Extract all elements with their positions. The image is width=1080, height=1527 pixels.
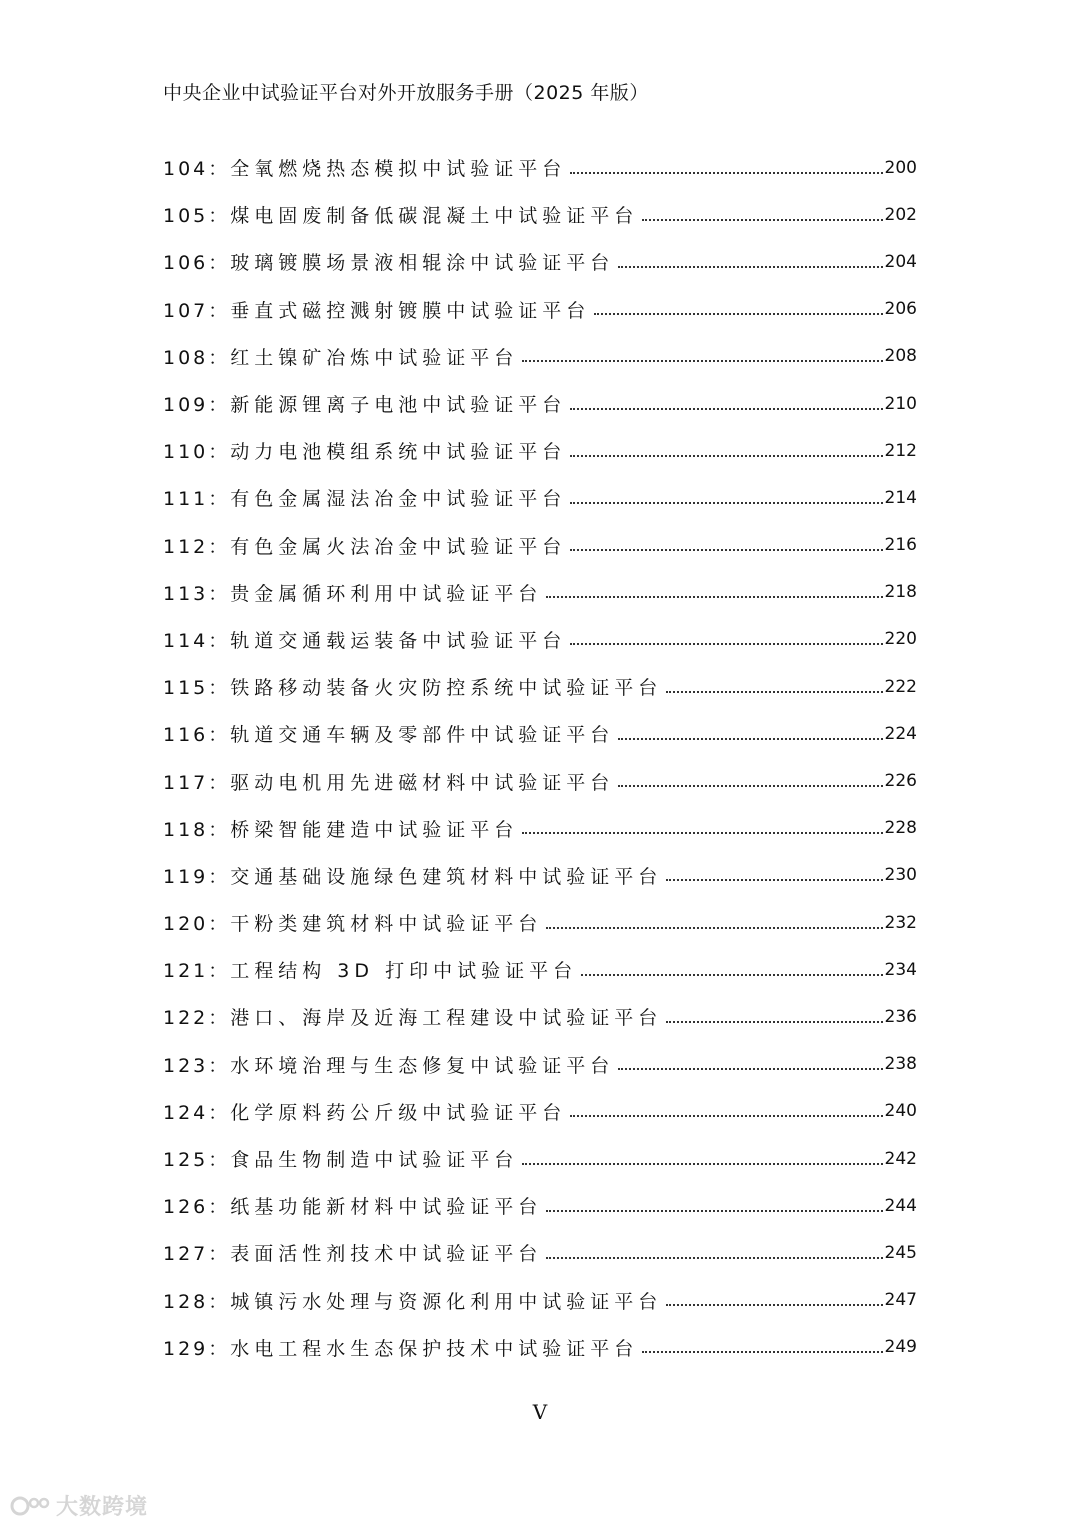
toc-entry[interactable] (163, 427, 917, 474)
toc-entry-title: 新能源锂离子电池中试验证平台 (230, 394, 567, 417)
toc-dot-leader (570, 1115, 882, 1117)
toc-entry[interactable] (163, 569, 917, 616)
toc-entry-number: 123： (163, 1054, 231, 1077)
toc-dot-leader (581, 974, 882, 976)
toc-entry-title: 驱动电机用先进磁材料中试验证平台 (230, 771, 615, 794)
watermark (10, 1490, 148, 1521)
toc-entry-number: 108： (163, 346, 231, 369)
toc-entry[interactable] (163, 1041, 917, 1088)
toc-dot-leader (618, 738, 882, 740)
toc-entry-title: 玻璃镀膜场景液相辊涂中试验证平台 (230, 252, 615, 275)
toc-dot-leader (666, 879, 882, 881)
toc-entry-title: 水环境治理与生态修复中试验证平台 (230, 1054, 615, 1077)
toc-dot-leader (666, 1021, 882, 1023)
toc-dot-leader (546, 927, 882, 929)
toc-entry-page: 220 (884, 629, 917, 650)
watermark-logo-icon (10, 1494, 52, 1518)
toc-entry[interactable] (163, 899, 917, 946)
toc-entry-number: 112： (163, 535, 231, 558)
toc-entry-number: 105： (163, 205, 231, 228)
toc-entry-number: 111： (163, 488, 231, 511)
toc-entry-page: 242 (884, 1148, 917, 1169)
toc-entry[interactable] (163, 333, 917, 380)
toc-entry-number: 120： (163, 913, 231, 936)
toc-dot-leader (618, 266, 882, 268)
toc-entry[interactable] (163, 993, 917, 1040)
toc-entry-page: 238 (884, 1054, 917, 1075)
page-number: V (532, 1400, 548, 1424)
toc-dot-leader (570, 643, 882, 645)
toc-dot-leader (570, 502, 882, 504)
toc-entry-title: 化学原料药公斤级中试验证平台 (230, 1101, 567, 1124)
toc-entry-title: 纸基功能新材料中试验证平台 (230, 1196, 543, 1219)
document-header: 中央企业中试验证平台对外开放服务手册（2025 年版） (163, 82, 649, 104)
toc-entry-title: 工程结构 3D 打印中试验证平台 (230, 960, 578, 983)
toc-entry-number: 113： (163, 582, 231, 605)
table-of-contents (163, 144, 917, 1371)
toc-dot-leader (570, 172, 882, 174)
toc-entry[interactable] (163, 616, 917, 663)
toc-entry-page: 216 (884, 535, 917, 556)
toc-entry-page: 226 (884, 771, 917, 792)
toc-entry[interactable] (163, 238, 917, 285)
toc-entry-title: 动力电池模组系统中试验证平台 (230, 441, 567, 464)
toc-entry[interactable] (163, 1324, 917, 1371)
toc-entry-number: 121： (163, 960, 231, 983)
toc-entry[interactable] (163, 474, 917, 521)
toc-entry-number: 125： (163, 1149, 231, 1172)
toc-entry-title: 港口、海岸及近海工程建设中试验证平台 (230, 1007, 663, 1030)
toc-entry-number: 128： (163, 1290, 231, 1313)
toc-dot-leader (618, 1068, 882, 1070)
toc-entry-page: 249 (884, 1337, 917, 1358)
toc-entry-number: 124： (163, 1101, 231, 1124)
toc-entry-number: 118： (163, 818, 231, 841)
watermark-text: 大数跨境 (56, 1495, 149, 1520)
toc-entry-title: 城镇污水处理与资源化利用中试验证平台 (230, 1290, 663, 1313)
toc-entry[interactable] (163, 663, 917, 710)
toc-entry[interactable] (163, 1229, 917, 1276)
toc-entry-title: 交通基础设施绿色建筑材料中试验证平台 (230, 865, 663, 888)
toc-entry-page: 214 (884, 487, 917, 508)
toc-entry[interactable] (163, 1182, 917, 1229)
toc-entry-page: 222 (884, 676, 917, 697)
toc-entry-page: 234 (884, 959, 917, 980)
toc-entry-title: 全氧燃烧热态模拟中试验证平台 (230, 158, 567, 181)
toc-entry-number: 119： (163, 865, 231, 888)
toc-entry[interactable] (163, 380, 917, 427)
toc-entry-number: 122： (163, 1007, 231, 1030)
toc-entry[interactable] (163, 191, 917, 238)
toc-dot-leader (570, 549, 882, 551)
toc-entry[interactable] (163, 757, 917, 804)
toc-entry-page: 245 (884, 1242, 917, 1263)
toc-entry-title: 有色金属火法冶金中试验证平台 (230, 535, 567, 558)
toc-dot-leader (594, 313, 882, 315)
toc-entry-title: 轨道交通车辆及零部件中试验证平台 (230, 724, 615, 747)
toc-entry-page: 232 (884, 912, 917, 933)
toc-dot-leader (522, 832, 882, 834)
toc-dot-leader (570, 408, 882, 410)
toc-entry-title: 有色金属湿法冶金中试验证平台 (230, 488, 567, 511)
toc-entry-page: 224 (884, 723, 917, 744)
toc-entry-page: 202 (884, 204, 917, 225)
toc-entry[interactable] (163, 852, 917, 899)
toc-entry-page: 208 (884, 346, 917, 367)
toc-entry-number: 107： (163, 299, 231, 322)
toc-dot-leader (642, 219, 882, 221)
toc-dot-leader (546, 1257, 882, 1259)
toc-entry[interactable] (163, 1277, 917, 1324)
toc-entry-number: 114： (163, 629, 231, 652)
toc-entry-title: 食品生物制造中试验证平台 (230, 1149, 519, 1172)
toc-entry[interactable] (163, 805, 917, 852)
toc-entry-page: 212 (884, 440, 917, 461)
toc-entry-number: 117： (163, 771, 231, 794)
toc-entry-page: 218 (884, 582, 917, 603)
toc-entry-title: 干粉类建筑材料中试验证平台 (230, 913, 543, 936)
toc-entry[interactable] (163, 946, 917, 993)
toc-entry-title: 红土镍矿冶炼中试验证平台 (230, 346, 519, 369)
toc-entry-number: 126： (163, 1196, 231, 1219)
toc-entry-page: 240 (884, 1101, 917, 1122)
toc-entry-page: 206 (884, 299, 917, 320)
toc-entry-title: 贵金属循环利用中试验证平台 (230, 582, 543, 605)
toc-entry-number: 106： (163, 252, 231, 275)
toc-entry-page: 236 (884, 1006, 917, 1027)
toc-entry-number: 127： (163, 1243, 231, 1266)
toc-dot-leader (666, 691, 882, 693)
toc-dot-leader (522, 360, 882, 362)
toc-entry-number: 116： (163, 724, 231, 747)
toc-entry-number: 129： (163, 1337, 231, 1360)
toc-dot-leader (642, 1351, 882, 1353)
toc-dot-leader (546, 596, 882, 598)
toc-entry-title: 煤电固废制备低碳混凝土中试验证平台 (230, 205, 639, 228)
toc-entry-number: 115： (163, 677, 231, 700)
toc-entry-page: 244 (884, 1195, 917, 1216)
toc-entry-number: 104： (163, 158, 231, 181)
toc-entry-title: 铁路移动装备火灾防控系统中试验证平台 (230, 677, 663, 700)
toc-dot-leader (666, 1304, 882, 1306)
toc-entry[interactable] (163, 1088, 917, 1135)
toc-entry-page: 204 (884, 251, 917, 272)
toc-entry-page: 200 (884, 157, 917, 178)
toc-entry[interactable] (163, 710, 917, 757)
toc-entry-title: 表面活性剂技术中试验证平台 (230, 1243, 543, 1266)
toc-entry-page: 247 (884, 1290, 917, 1311)
toc-entry[interactable] (163, 522, 917, 569)
toc-entry-page: 210 (884, 393, 917, 414)
toc-entry-number: 109： (163, 394, 231, 417)
toc-entry-title: 垂直式磁控溅射镀膜中试验证平台 (230, 299, 591, 322)
toc-entry-title: 水电工程水生态保护技术中试验证平台 (230, 1337, 639, 1360)
toc-entry-page: 228 (884, 818, 917, 839)
toc-entry-number: 110： (163, 441, 231, 464)
toc-entry[interactable] (163, 1135, 917, 1182)
toc-dot-leader (618, 785, 882, 787)
toc-entry-title: 桥梁智能建造中试验证平台 (230, 818, 519, 841)
toc-entry[interactable] (163, 144, 917, 191)
toc-dot-leader (570, 455, 882, 457)
toc-entry-page: 230 (884, 865, 917, 886)
toc-entry-title: 轨道交通载运装备中试验证平台 (230, 629, 567, 652)
toc-dot-leader (546, 1210, 882, 1212)
toc-entry[interactable] (163, 286, 917, 333)
toc-dot-leader (522, 1163, 882, 1165)
